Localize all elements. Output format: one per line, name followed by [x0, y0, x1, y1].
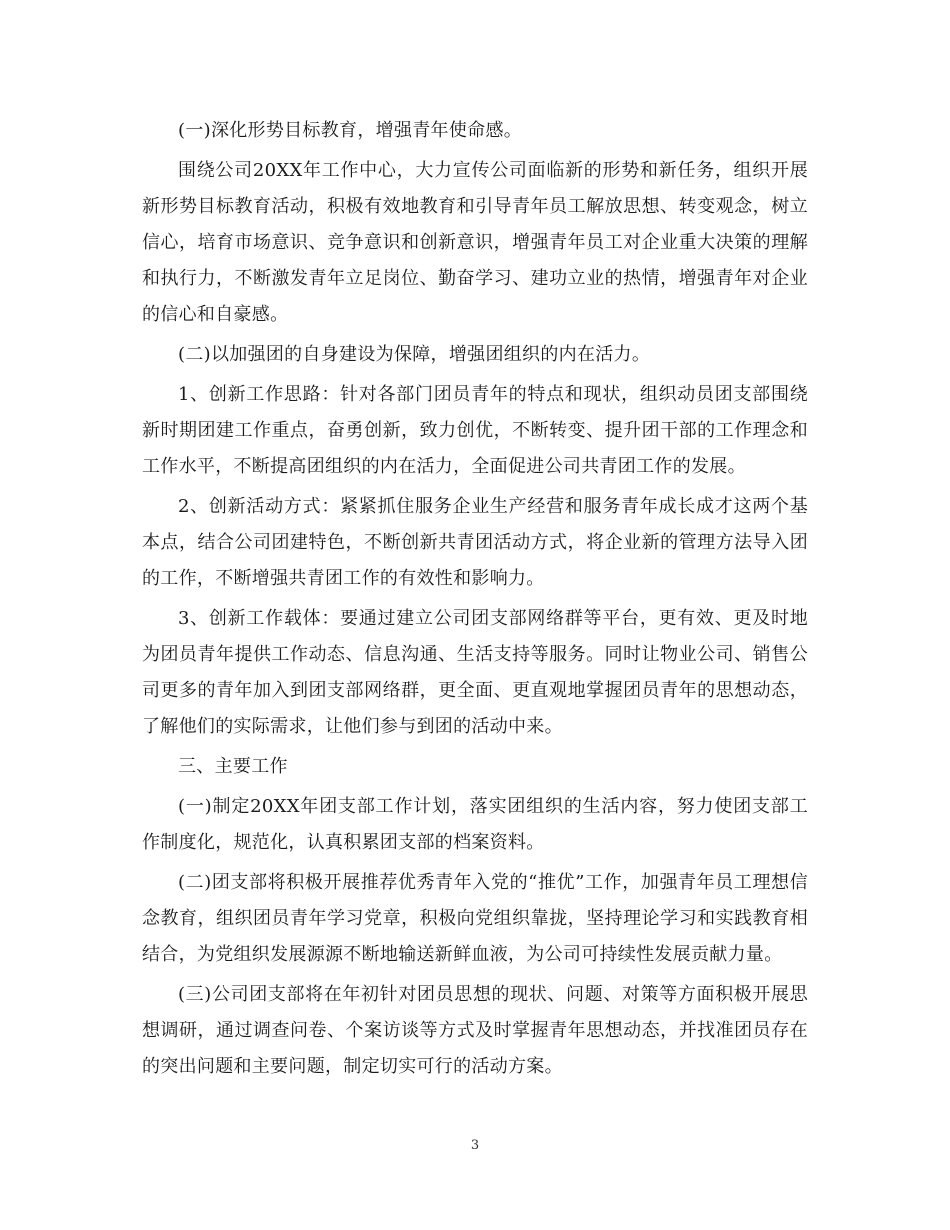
paragraph-innovate-activities: 2、创新活动方式：紧紧抓住服务企业生产经营和服务青年成长成才这两个基本点，结合公司团建特色，不断创新共青团活动方式，将企业新的管理方法导入团的工作，不断增强共青团工作的有效性和影响力。 [142, 496, 808, 589]
paragraph-work-plan: (一)制定20XX年团支部工作计划，落实团组织的生活内容，努力使团支部工作制度化，规范化，认真积累团支部的档案资料。 [142, 796, 808, 853]
section-heading-main-work: 三、主要工作 [178, 756, 288, 777]
paragraph-research: (三)公司团支部将在年初针对团员思想的现状、问题、对策等方面积极开展思想调研，通过调查问卷、个案访谈等方式及时掌握青年思想动态，并找准团员存在的突出问题和主要问题，制定切实可行的活动方案。 [142, 984, 808, 1077]
paragraph-work-center: 围绕公司20XX年工作中心，大力宣传公司面临新的形势和新任务，组织开展新形势目标教育活动，积极有效地教育和引导青年员工解放思想、转变观念，树立信心，培育市场意识、竞争意识和创新意识，增强青年员工对企业重大决策的理解和执行力，不断激发青年立足岗位、勤奋学习、建功立业的热情，增强青年对企业的信心和自豪感。 [142, 160, 808, 325]
paragraph-innovate-carrier: 3、创新工作载体：要通过建立公司团支部网络群等平台，更有效、更及时地为团员青年提供工作动态、信息沟通、生活支持等服务。同时让物业公司、销售公司更多的青年加入到团支部网络群，更全面、更直观地掌握团员青年的思想动态，了解他们的实际需求，让他们参与到团的活动中来。 [142, 608, 808, 737]
paragraph-recommend-youth: (二)团支部将积极开展推荐优秀青年入党的“推优”工作，加强青年员工理想信念教育，组织团员青年学习党章，积极向党组织靠拢，坚持理论学习和实践教育相结合，为党组织发展源源不断地输送新鲜血液，为公司可持续性发展贡献力量。 [142, 872, 808, 965]
page-number: 3 [470, 1138, 480, 1153]
document-body [142, 113, 808, 1089]
paragraph-innovate-thinking: 1、创新工作思路：针对各部门团员青年的特点和现状，组织动员团支部围绕新时期团建工作重点，奋勇创新，致力创优，不断转变、提升团干部的工作理念和工作水平，不断提高团组织的内在活力，全面促进公司共青团工作的发展。 [142, 384, 808, 477]
heading-deepen-education: (一)深化形势目标教育，增强青年使命感。 [178, 120, 523, 141]
heading-self-construction: (二)以加强团的自身建设为保障，增强团组织的内在活力。 [178, 344, 651, 365]
